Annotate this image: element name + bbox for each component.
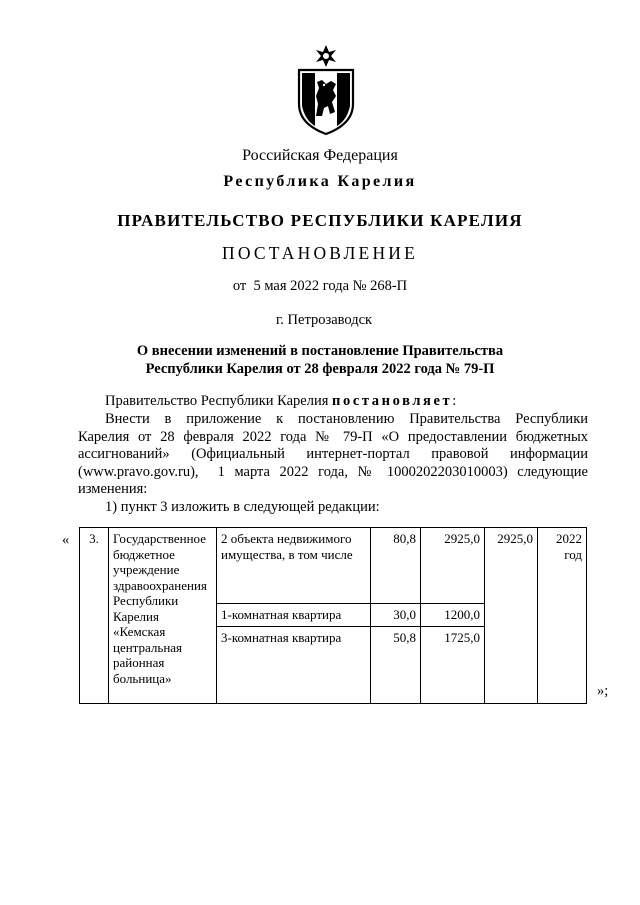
amendments-line-5: изменения: bbox=[78, 481, 148, 497]
document-city: г. Петрозаводск bbox=[276, 312, 373, 328]
document-type: ПОСТАНОВЛЕНИЕ bbox=[221, 243, 419, 263]
resolves-keyword: постановляет bbox=[332, 393, 453, 409]
cost-cell: 2925,0 bbox=[421, 528, 485, 604]
total-cell: 2925,0 bbox=[485, 528, 538, 704]
table-row bbox=[80, 528, 587, 604]
document-subject bbox=[0, 342, 640, 378]
object-cell: 3-комнатная квартира bbox=[217, 627, 371, 704]
area-cell: 80,8 bbox=[371, 528, 421, 604]
amendments-line-1: Внести в приложение к постановлению Правительства Республики bbox=[105, 411, 588, 427]
subject-line-1: О внесении изменений в постановление Правительства bbox=[136, 343, 504, 359]
quote-open: « bbox=[62, 532, 70, 548]
paragraph-resolves bbox=[78, 393, 588, 411]
object-cell: 2 объекта недвижимого имущества, в том числе bbox=[217, 528, 371, 604]
document-date-number: от 5 мая 2022 года № 268-П bbox=[232, 278, 408, 294]
resolves-colon: : bbox=[452, 393, 457, 409]
area-cell: 30,0 bbox=[371, 604, 421, 627]
quote-close: »; bbox=[597, 683, 609, 699]
resolves-text: Правительство Республики Карелия bbox=[105, 393, 333, 409]
cost-cell: 1725,0 bbox=[421, 627, 485, 704]
amendment-table bbox=[79, 527, 587, 704]
government-name: ПРАВИТЕЛЬСТВО РЕСПУБЛИКИ КАРЕЛИЯ bbox=[117, 211, 523, 230]
item-1: 1) пункт 3 изложить в следующей редакции: bbox=[105, 499, 380, 515]
institution-cell: Государственное бюджетное учреждение здравоохранения Республики Карелия «Кемская центральная районная больница» bbox=[109, 528, 217, 704]
amendments-line-4: (www.pravo.gov.ru), 1 марта 2022 года, № 1000202203010003) следующие bbox=[78, 463, 588, 480]
area-cell: 50,8 bbox=[371, 627, 421, 704]
amendments-line-2: Карелия от 28 февраля 2022 года № 79-П «О предоставлении бюджетных bbox=[78, 428, 588, 445]
republic-name: Республика Карелия bbox=[223, 173, 417, 190]
cost-cell: 1200,0 bbox=[421, 604, 485, 627]
object-cell: 1-комнатная квартира bbox=[217, 604, 371, 627]
amendments-line-3: ассигнований» (Официальный интернет-портал правовой информации bbox=[78, 446, 588, 462]
paragraph-amendments bbox=[78, 411, 588, 499]
country-name: Российская Федерация bbox=[242, 147, 398, 164]
karelia-coat-of-arms-emblem bbox=[295, 44, 357, 136]
year-cell: 2022 год bbox=[538, 528, 587, 704]
row-number-cell: 3. bbox=[80, 528, 109, 704]
subject-line-2: Республики Карелия от 28 февраля 2022 года № 79-П bbox=[145, 361, 495, 377]
